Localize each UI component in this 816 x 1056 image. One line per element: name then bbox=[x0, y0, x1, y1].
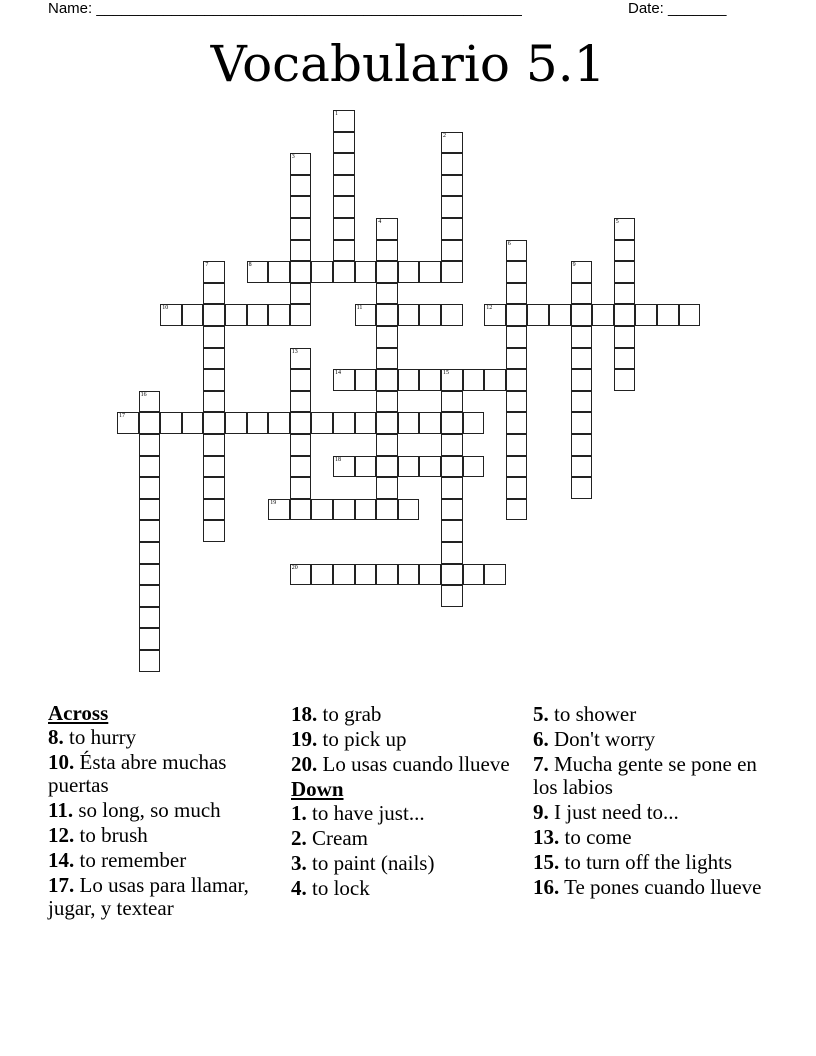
crossword-cell[interactable] bbox=[506, 477, 528, 499]
crossword-cell[interactable] bbox=[268, 499, 290, 521]
crossword-cell[interactable] bbox=[247, 261, 269, 283]
crossword-cell[interactable] bbox=[333, 110, 355, 132]
crossword-cell[interactable] bbox=[549, 304, 571, 326]
crossword-cell[interactable] bbox=[441, 218, 463, 240]
crossword-cell[interactable] bbox=[614, 283, 636, 305]
clue-column-2 bbox=[291, 702, 523, 902]
clue-item bbox=[533, 801, 765, 824]
crossword-cell[interactable] bbox=[441, 304, 463, 326]
crossword-cell[interactable] bbox=[398, 564, 420, 586]
crossword-cell[interactable] bbox=[268, 304, 290, 326]
clue-section-heading: Across bbox=[48, 701, 109, 725]
clue-item-number: 13. bbox=[533, 825, 560, 849]
clue-item-text: to remember bbox=[79, 848, 187, 872]
clue-item-text: Lo usas para llamar, jugar, y textear bbox=[48, 873, 249, 920]
clue-item bbox=[48, 751, 280, 797]
clue-number-label: 20 bbox=[291, 564, 298, 571]
crossword-cell[interactable] bbox=[376, 412, 398, 434]
crossword-cell[interactable] bbox=[290, 261, 312, 283]
clue-item-number: 10. bbox=[48, 750, 75, 774]
crossword-cell[interactable] bbox=[441, 412, 463, 434]
crossword-cell[interactable] bbox=[355, 499, 377, 521]
crossword-cell[interactable] bbox=[203, 434, 225, 456]
crossword-cell[interactable] bbox=[290, 175, 312, 197]
clue-number-label: 12 bbox=[486, 305, 493, 312]
clue-number-label: 2 bbox=[443, 132, 446, 139]
crossword-cell[interactable] bbox=[463, 412, 485, 434]
crossword-cell[interactable] bbox=[506, 348, 528, 370]
crossword-cell[interactable] bbox=[441, 153, 463, 175]
crossword-cell[interactable] bbox=[290, 499, 312, 521]
crossword-cell[interactable] bbox=[376, 261, 398, 283]
clue-item-number: 15. bbox=[533, 850, 560, 874]
clue-item-text: to paint (nails) bbox=[312, 851, 435, 875]
crossword-cell[interactable] bbox=[203, 520, 225, 542]
crossword-cell[interactable] bbox=[355, 456, 377, 478]
crossword-cell[interactable] bbox=[506, 283, 528, 305]
crossword-cell[interactable] bbox=[506, 434, 528, 456]
clue-item-number: 14. bbox=[48, 848, 75, 872]
crossword-cell[interactable] bbox=[441, 564, 463, 586]
clue-item-number: 9. bbox=[533, 800, 549, 824]
clue-item-text: Ésta abre muchas puertas bbox=[48, 750, 227, 797]
crossword-cell[interactable] bbox=[247, 304, 269, 326]
crossword-cell[interactable] bbox=[398, 456, 420, 478]
clue-item-number: 8. bbox=[48, 725, 64, 749]
crossword-cell[interactable] bbox=[441, 391, 463, 413]
clue-item-text: Don't worry bbox=[554, 727, 656, 751]
crossword-cell[interactable] bbox=[290, 412, 312, 434]
crossword-cell[interactable] bbox=[311, 499, 333, 521]
clue-item-number: 6. bbox=[533, 727, 549, 751]
crossword-cell[interactable] bbox=[290, 283, 312, 305]
crossword-cell[interactable] bbox=[203, 499, 225, 521]
clue-item bbox=[48, 824, 280, 847]
crossword-cell[interactable] bbox=[355, 304, 377, 326]
clue-item bbox=[48, 874, 280, 920]
clue-item-text: to turn off the lights bbox=[564, 850, 733, 874]
crossword-cell[interactable] bbox=[463, 369, 485, 391]
crossword-cell[interactable] bbox=[419, 304, 441, 326]
crossword-cell[interactable] bbox=[355, 564, 377, 586]
clue-item bbox=[533, 851, 765, 874]
clue-number-label: 15 bbox=[443, 370, 449, 377]
crossword-cell[interactable] bbox=[333, 499, 355, 521]
crossword-cell[interactable] bbox=[441, 261, 463, 283]
crossword-cell[interactable] bbox=[484, 304, 506, 326]
crossword-cell[interactable] bbox=[441, 240, 463, 262]
crossword-cell[interactable] bbox=[571, 434, 593, 456]
crossword-cell[interactable] bbox=[311, 564, 333, 586]
crossword-cell[interactable] bbox=[484, 564, 506, 586]
crossword-cell[interactable] bbox=[355, 369, 377, 391]
clue-number-label: 11 bbox=[356, 305, 363, 312]
crossword-cell[interactable] bbox=[506, 240, 528, 262]
crossword-cell[interactable] bbox=[419, 456, 441, 478]
crossword-cell[interactable] bbox=[571, 283, 593, 305]
crossword-cell[interactable] bbox=[333, 412, 355, 434]
crossword-cell[interactable] bbox=[635, 304, 657, 326]
crossword-cell[interactable] bbox=[398, 412, 420, 434]
crossword-cell[interactable] bbox=[506, 412, 528, 434]
crossword-cell[interactable] bbox=[139, 585, 161, 607]
crossword-cell[interactable] bbox=[182, 304, 204, 326]
crossword-cell[interactable] bbox=[571, 456, 593, 478]
crossword-cell[interactable] bbox=[376, 499, 398, 521]
crossword-cell[interactable] bbox=[441, 434, 463, 456]
clue-number-label: 5 bbox=[615, 219, 619, 225]
crossword-cell[interactable] bbox=[311, 261, 333, 283]
crossword-cell[interactable] bbox=[441, 196, 463, 218]
crossword-cell[interactable] bbox=[182, 412, 204, 434]
crossword-cell[interactable] bbox=[139, 564, 161, 586]
worksheet-header bbox=[0, 0, 816, 20]
crossword-cell[interactable] bbox=[571, 477, 593, 499]
crossword-cell[interactable] bbox=[117, 412, 139, 434]
crossword-cell[interactable] bbox=[333, 261, 355, 283]
crossword-cell[interactable] bbox=[203, 412, 225, 434]
clue-item bbox=[48, 726, 280, 749]
clue-item bbox=[291, 852, 523, 875]
clue-number-label: 10 bbox=[162, 305, 169, 312]
crossword-cell[interactable] bbox=[376, 348, 398, 370]
crossword-cell[interactable] bbox=[160, 412, 182, 434]
crossword-cell[interactable] bbox=[571, 369, 593, 391]
clue-number-label: 3 bbox=[291, 154, 295, 161]
clue-item-number: 18. bbox=[291, 702, 318, 726]
clue-item-number: 1. bbox=[291, 801, 307, 825]
clue-item-text: to brush bbox=[79, 823, 148, 847]
clue-column-3 bbox=[533, 702, 765, 901]
crossword-cell[interactable] bbox=[376, 304, 398, 326]
crossword-cell[interactable] bbox=[333, 369, 355, 391]
clue-item-text: to have just... bbox=[312, 801, 425, 825]
crossword-cell[interactable] bbox=[571, 412, 593, 434]
crossword-cell[interactable] bbox=[441, 499, 463, 521]
crossword-cell[interactable] bbox=[571, 261, 593, 283]
crossword-cell[interactable] bbox=[290, 218, 312, 240]
clue-item bbox=[48, 849, 280, 872]
clue-item bbox=[533, 728, 765, 751]
crossword-cell[interactable] bbox=[441, 456, 463, 478]
crossword-cell[interactable] bbox=[247, 412, 269, 434]
clue-number-label: 6 bbox=[507, 240, 511, 247]
crossword-cell[interactable] bbox=[290, 240, 312, 262]
crossword-cell[interactable] bbox=[398, 369, 420, 391]
crossword-cell[interactable] bbox=[139, 650, 161, 672]
crossword-cell[interactable] bbox=[376, 434, 398, 456]
crossword-cell[interactable] bbox=[614, 348, 636, 370]
crossword-cell[interactable] bbox=[203, 283, 225, 305]
crossword-cell[interactable] bbox=[376, 283, 398, 305]
crossword-cell[interactable] bbox=[441, 542, 463, 564]
clue-item bbox=[533, 703, 765, 726]
crossword-cell[interactable] bbox=[614, 240, 636, 262]
crossword-cell[interactable] bbox=[225, 412, 247, 434]
crossword-cell[interactable] bbox=[571, 348, 593, 370]
crossword-cell[interactable] bbox=[571, 326, 593, 348]
crossword-cell[interactable] bbox=[290, 348, 312, 370]
crossword-cell[interactable] bbox=[506, 261, 528, 283]
clue-item-text: to grab bbox=[322, 702, 382, 726]
clue-item-number: 12. bbox=[48, 823, 75, 847]
clue-item-text: to lock bbox=[312, 876, 370, 900]
crossword-cell[interactable] bbox=[463, 564, 485, 586]
crossword-cell[interactable] bbox=[268, 412, 290, 434]
clue-item-number: 3. bbox=[291, 851, 307, 875]
crossword-cell[interactable] bbox=[355, 261, 377, 283]
clue-item bbox=[533, 826, 765, 849]
clue-item-number: 16. bbox=[533, 875, 560, 899]
clue-item-text: Lo usas cuando llueve bbox=[322, 752, 510, 776]
crossword-cell[interactable] bbox=[203, 369, 225, 391]
clue-item bbox=[291, 703, 523, 726]
crossword-cell[interactable] bbox=[290, 304, 312, 326]
crossword-cell[interactable] bbox=[290, 369, 312, 391]
crossword-cell[interactable] bbox=[614, 326, 636, 348]
crossword-cell[interactable] bbox=[139, 607, 161, 629]
crossword-cell[interactable] bbox=[290, 391, 312, 413]
crossword-cell[interactable] bbox=[419, 369, 441, 391]
crossword-cell[interactable] bbox=[139, 391, 161, 413]
clue-item bbox=[291, 877, 523, 900]
clue-number-label: 13 bbox=[291, 348, 298, 355]
crossword-cell[interactable] bbox=[441, 132, 463, 154]
crossword-cell[interactable] bbox=[333, 153, 355, 175]
crossword-cell[interactable] bbox=[333, 132, 355, 154]
clue-item-text: Mucha gente se pone en los labios bbox=[533, 752, 757, 799]
crossword-cell[interactable] bbox=[203, 477, 225, 499]
crossword-cell[interactable] bbox=[139, 434, 161, 456]
clue-number-label: 16 bbox=[140, 391, 147, 398]
clue-item-number: 19. bbox=[291, 727, 318, 751]
clue-number-label: 4 bbox=[378, 219, 382, 225]
clue-item-text: to shower bbox=[554, 702, 637, 726]
crossword-cell[interactable] bbox=[441, 369, 463, 391]
page-title: Vocabulario 5.1 bbox=[210, 35, 606, 93]
crossword-cell[interactable] bbox=[398, 304, 420, 326]
clue-item bbox=[291, 753, 523, 776]
crossword-cell[interactable] bbox=[203, 304, 225, 326]
crossword-cell[interactable] bbox=[506, 499, 528, 521]
clue-number-label: 7 bbox=[205, 262, 209, 269]
crossword-cell[interactable] bbox=[311, 412, 333, 434]
crossword-cell[interactable] bbox=[333, 564, 355, 586]
crossword-cell[interactable] bbox=[225, 304, 247, 326]
crossword-cell[interactable] bbox=[571, 304, 593, 326]
crossword-cell[interactable] bbox=[139, 499, 161, 521]
crossword-cell[interactable] bbox=[203, 326, 225, 348]
clue-item-text: to hurry bbox=[69, 725, 137, 749]
clue-section-heading: Down bbox=[291, 777, 344, 801]
date-field-label[interactable]: Date: _______ bbox=[628, 0, 727, 17]
clue-item-number: 2. bbox=[291, 826, 307, 850]
crossword-cell[interactable] bbox=[203, 261, 225, 283]
crossword-cell[interactable] bbox=[333, 456, 355, 478]
crossword-cell[interactable] bbox=[139, 542, 161, 564]
crossword-cell[interactable] bbox=[290, 434, 312, 456]
crossword-cell[interactable] bbox=[614, 369, 636, 391]
clue-item-number: 17. bbox=[48, 873, 75, 897]
crossword-cell[interactable] bbox=[441, 175, 463, 197]
crossword-cell[interactable] bbox=[376, 564, 398, 586]
clue-item-text: Cream bbox=[312, 826, 368, 850]
crossword-cell[interactable] bbox=[614, 304, 636, 326]
crossword-cell[interactable] bbox=[506, 456, 528, 478]
crossword-cell[interactable] bbox=[441, 477, 463, 499]
crossword-cell[interactable] bbox=[506, 304, 528, 326]
clue-item bbox=[291, 728, 523, 751]
clue-item-text: to come bbox=[564, 825, 632, 849]
crossword-cell[interactable] bbox=[290, 477, 312, 499]
clue-item-text: so long, so much bbox=[78, 798, 221, 822]
crossword-cell[interactable] bbox=[527, 304, 549, 326]
crossword-cell[interactable] bbox=[441, 585, 463, 607]
clue-item-text: to pick up bbox=[322, 727, 407, 751]
crossword-cell[interactable] bbox=[290, 564, 312, 586]
clue-item-number: 7. bbox=[533, 752, 549, 776]
clue-item bbox=[48, 799, 280, 822]
crossword-cell[interactable] bbox=[614, 218, 636, 240]
crossword-cell[interactable] bbox=[139, 628, 161, 650]
crossword-cell[interactable] bbox=[333, 196, 355, 218]
crossword-cell[interactable] bbox=[506, 391, 528, 413]
crossword-cell[interactable] bbox=[376, 369, 398, 391]
crossword-cell[interactable] bbox=[463, 456, 485, 478]
crossword-cell[interactable] bbox=[376, 326, 398, 348]
crossword-cell[interactable] bbox=[376, 477, 398, 499]
clue-number-label: 8 bbox=[248, 262, 252, 269]
clue-item-number: 4. bbox=[291, 876, 307, 900]
crossword-cell[interactable] bbox=[139, 412, 161, 434]
clue-number-label: 18 bbox=[335, 456, 341, 463]
clue-number-label: 9 bbox=[572, 262, 576, 269]
crossword-cell[interactable] bbox=[592, 304, 614, 326]
crossword-cell[interactable] bbox=[290, 153, 312, 175]
crossword-cell[interactable] bbox=[290, 196, 312, 218]
clue-item bbox=[533, 876, 765, 899]
clue-column-1 bbox=[48, 702, 280, 922]
clue-number-label: 14 bbox=[335, 370, 341, 377]
clue-number-label: 17 bbox=[119, 413, 125, 420]
crossword-cell[interactable] bbox=[139, 456, 161, 478]
crossword-cell[interactable] bbox=[333, 218, 355, 240]
crossword-cell[interactable] bbox=[419, 412, 441, 434]
clue-item-number: 11. bbox=[48, 798, 74, 822]
crossword-cell[interactable] bbox=[657, 304, 679, 326]
crossword-cell[interactable] bbox=[203, 456, 225, 478]
clue-item-text: Te pones cuando llueve bbox=[564, 875, 762, 899]
crossword-cell[interactable] bbox=[376, 240, 398, 262]
clue-item-number: 5. bbox=[533, 702, 549, 726]
crossword-cell[interactable] bbox=[203, 391, 225, 413]
clue-number-label: 1 bbox=[335, 111, 338, 117]
crossword-cell[interactable] bbox=[203, 348, 225, 370]
crossword-cell[interactable] bbox=[333, 240, 355, 262]
crossword-cell[interactable] bbox=[355, 412, 377, 434]
crossword-cell[interactable] bbox=[398, 499, 420, 521]
crossword-cell[interactable] bbox=[139, 520, 161, 542]
clue-number-label: 19 bbox=[270, 499, 277, 506]
clue-item-number: 20. bbox=[291, 752, 318, 776]
crossword-cell[interactable] bbox=[290, 456, 312, 478]
crossword-cell[interactable] bbox=[419, 261, 441, 283]
crossword-cell[interactable] bbox=[441, 520, 463, 542]
crossword-cell[interactable] bbox=[506, 326, 528, 348]
crossword-cell[interactable] bbox=[268, 261, 290, 283]
clue-item bbox=[291, 827, 523, 850]
crossword-cell[interactable] bbox=[679, 304, 701, 326]
crossword-cell[interactable] bbox=[333, 175, 355, 197]
crossword-cell[interactable] bbox=[376, 218, 398, 240]
crossword-cell[interactable] bbox=[139, 477, 161, 499]
crossword-cell[interactable] bbox=[376, 391, 398, 413]
crossword-cell[interactable] bbox=[376, 456, 398, 478]
crossword-cell[interactable] bbox=[398, 261, 420, 283]
crossword-cell[interactable] bbox=[614, 261, 636, 283]
crossword-cell[interactable] bbox=[419, 564, 441, 586]
clue-item-text: I just need to... bbox=[554, 800, 679, 824]
crossword-cell[interactable] bbox=[484, 369, 506, 391]
name-field-label[interactable]: Name: ___________________________________________________ bbox=[48, 0, 522, 17]
crossword-cell[interactable] bbox=[160, 304, 182, 326]
crossword-cell[interactable] bbox=[571, 391, 593, 413]
crossword-cell[interactable] bbox=[506, 369, 528, 391]
clue-item bbox=[291, 802, 523, 825]
clue-item bbox=[533, 753, 765, 799]
